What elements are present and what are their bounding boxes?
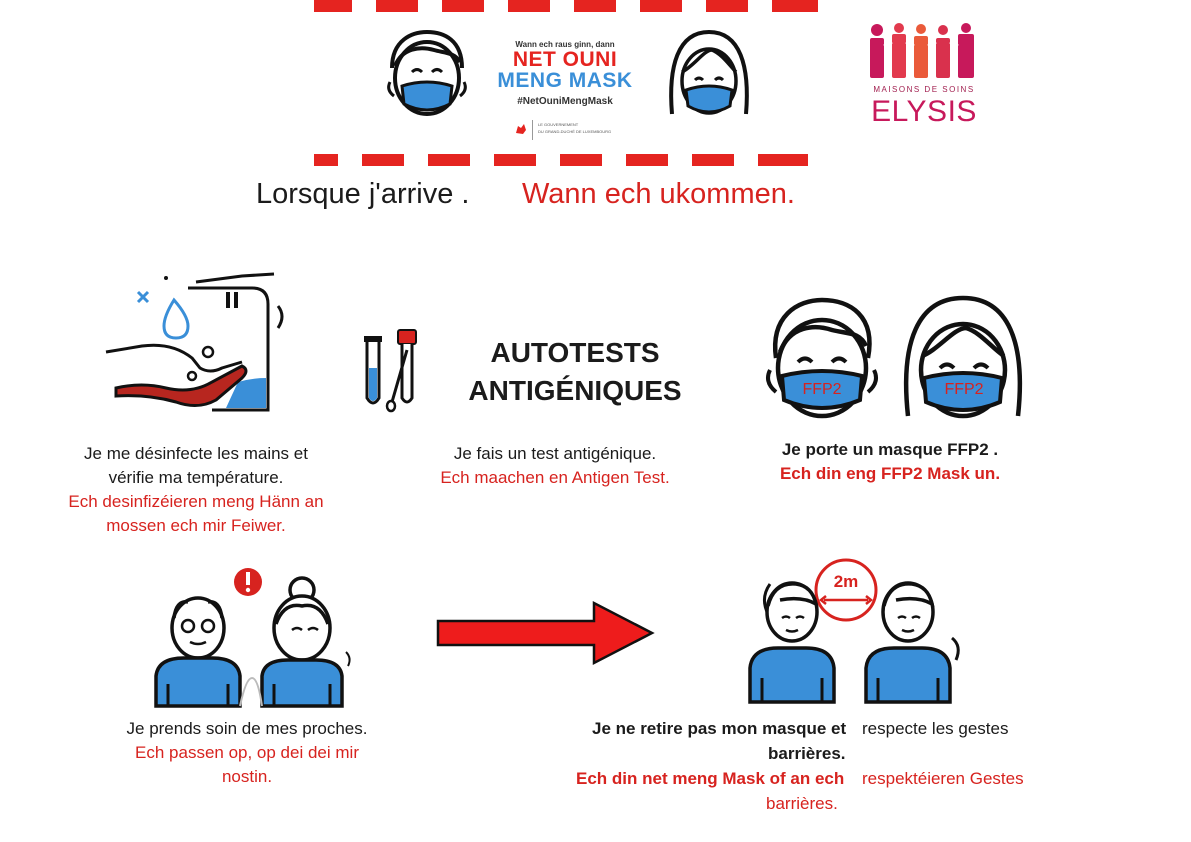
ffp2-label-left: FFP2 [802, 381, 842, 398]
banner-stripe [626, 154, 668, 166]
disinfect-caption-lb-2: mossen ech mir Feiwer. [106, 516, 286, 535]
gestures-caption-fr-1b: respecte les gestes [862, 719, 1009, 738]
campaign-line2: MENG MASK [497, 69, 633, 92]
care-caption-lb-1: Ech passen op, op dei dei mir [135, 743, 359, 762]
banner-stripe [772, 0, 818, 12]
test-tubes-icon [360, 328, 420, 412]
campaign-kicker: Wann ech raus ginn, dann [515, 40, 615, 49]
banner-stripe [314, 0, 352, 12]
right-arrow-icon [436, 601, 656, 665]
heading-luxembourgish: Wann ech ukommen. [522, 178, 795, 210]
elderly-couple-icon [154, 566, 354, 711]
gestures-caption-lb-1: Ech din net meng Mask of an ech [576, 769, 845, 788]
banner-stripe [376, 0, 418, 12]
hand-sanitizer-icon [102, 270, 292, 420]
elysis-figures-icon [868, 24, 980, 80]
gestures-caption-lb-1b: respektéieren Gestes [862, 769, 1024, 788]
mask-caption-fr: Je porte un masque FFP2 . [781, 440, 999, 459]
heading-french: Lorsque j'arrive . [256, 178, 470, 210]
banner-stripe [706, 0, 748, 12]
distance-label: 2m [833, 572, 859, 591]
test-caption-lb: Ech maachen en Antigen Test. [440, 468, 670, 487]
banner-stripe [640, 0, 682, 12]
care-caption-lb-2: nostin. [221, 767, 273, 786]
gov-line1: LE GOUVERNEMENT [538, 122, 579, 127]
banner-stripe [508, 0, 550, 12]
test-caption-fr: Je fais un test antigénique. [453, 444, 657, 463]
mask-caption-lb: Ech din eng FFP2 Mask un. [779, 464, 1001, 483]
banner-stripe [758, 154, 808, 166]
masked-woman-icon [664, 26, 754, 121]
autotests-line1: AUTOTESTS [490, 337, 660, 368]
brand-name: ELYSIS [871, 95, 977, 128]
care-caption-fr: Je prends soin de mes proches. [126, 719, 368, 738]
banner-stripe [692, 154, 734, 166]
banner-stripe [314, 154, 338, 166]
campaign-line1: NET OUNI [512, 48, 618, 71]
gestures-caption-fr-2: barrières. [768, 744, 846, 763]
banner-stripe [494, 154, 536, 166]
banner-stripe [442, 0, 484, 12]
gov-divider [532, 120, 533, 140]
brand-tagline: MAISONS DE SOINS [873, 85, 975, 94]
disinfect-caption-lb-1: Ech desinfizéieren meng Hänn an [68, 492, 324, 511]
gov-line2: DU GRAND-DUCHÉ DE LUXEMBOURG [538, 129, 612, 134]
ffp2-label-right: FFP2 [944, 381, 984, 398]
banner-stripe [574, 0, 616, 12]
masked-man-icon [382, 28, 472, 118]
gov-lion-icon [514, 122, 528, 136]
campaign-hashtag: #NetOuniMengMask [517, 96, 613, 107]
gestures-caption-fr-1: Je ne retire pas mon masque et [592, 719, 847, 738]
banner-stripe [428, 154, 470, 166]
gestures-caption-lb-2: barrières. [766, 794, 838, 813]
ffp2-man-icon [762, 296, 882, 426]
banner-stripe [362, 154, 404, 166]
disinfect-caption-fr-1: Je me désinfecte les mains et [84, 444, 308, 463]
disinfect-caption-fr-2: vérifie ma température. [108, 468, 284, 487]
banner-stripe [560, 154, 602, 166]
ffp2-woman-icon [898, 292, 1028, 424]
autotests-line2: ANTIGÉNIQUES [468, 375, 682, 406]
